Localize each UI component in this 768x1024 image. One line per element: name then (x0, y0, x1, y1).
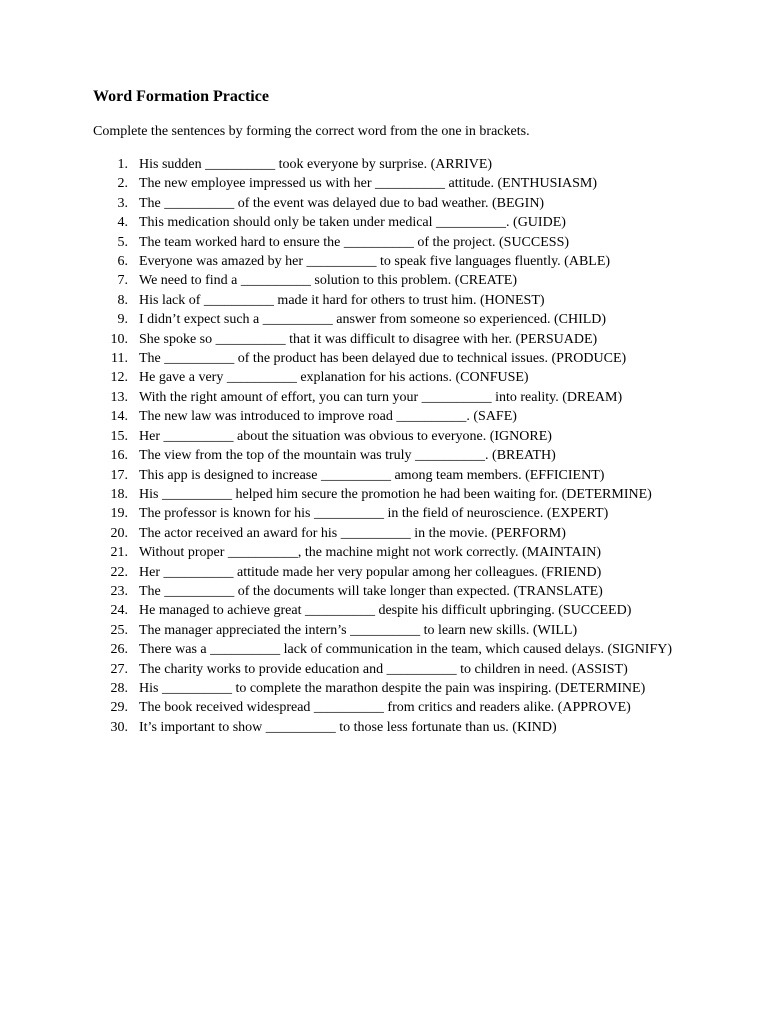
question-text: This medication should only be taken under medical __________. (GUIDE) (139, 215, 566, 231)
question-number: 25. (110, 622, 128, 638)
question-text: Everyone was amazed by her __________ to speak five languages fluently. (ABLE) (139, 254, 611, 270)
question-text: Her __________ about the situation was obvious to everyone. (IGNORE) (139, 428, 552, 444)
question-number: 21. (110, 545, 128, 561)
question-number: 26. (110, 642, 128, 658)
question-text: There was a __________ lack of communication in the team, which caused delays. (SIGNIFY) (139, 642, 673, 658)
question-number: 7. (117, 273, 128, 289)
question-item (0, 485, 768, 504)
question-text: The manager appreciated the intern’s __________ to learn new skills. (WILL) (139, 622, 578, 638)
question-number: 8. (117, 292, 128, 308)
question-item (0, 213, 768, 232)
question-item (0, 601, 768, 620)
question-text: With the right amount of effort, you can turn your __________ into reality. (DREAM) (139, 389, 623, 405)
question-number: 14. (110, 409, 128, 425)
question-number: 23. (110, 583, 128, 599)
question-item (0, 349, 768, 368)
question-number: 30. (110, 719, 128, 735)
question-text: The __________ of the documents will take longer than expected. (TRANSLATE) (139, 583, 603, 599)
question-text: I didn’t expect such a __________ answer from someone so experienced. (CHILD) (139, 312, 607, 328)
question-text: We need to find a __________ solution to this problem. (CREATE) (139, 273, 517, 289)
question-number: 27. (110, 661, 128, 677)
question-text: He gave a very __________ explanation for his actions. (CONFUSE) (139, 370, 529, 386)
question-item (0, 310, 768, 329)
question-number: 5. (117, 234, 128, 250)
question-number: 24. (110, 603, 128, 619)
question-number: 6. (117, 254, 128, 270)
question-item (0, 718, 768, 737)
question-text: His lack of __________ made it hard for others to trust him. (HONEST) (139, 292, 545, 308)
question-number: 3. (117, 195, 128, 211)
question-text: Without proper __________, the machine might not work correctly. (MAINTAIN) (139, 545, 602, 561)
question-item (0, 679, 768, 698)
question-item (0, 291, 768, 310)
question-item (0, 155, 768, 174)
question-number: 19. (110, 506, 128, 522)
question-item (0, 446, 768, 465)
question-list (0, 155, 768, 737)
question-item (0, 427, 768, 446)
question-number: 11. (111, 351, 128, 367)
question-item (0, 563, 768, 582)
question-item (0, 330, 768, 349)
question-item (0, 543, 768, 562)
question-text: The __________ of the product has been delayed due to technical issues. (PRODUCE) (139, 351, 627, 367)
question-number: 22. (110, 564, 128, 580)
question-text: It’s important to show __________ to those less fortunate than us. (KIND) (139, 719, 557, 735)
question-item (0, 640, 768, 659)
question-text: Her __________ attitude made her very popular among her colleagues. (FRIEND) (139, 564, 602, 580)
question-number: 29. (110, 700, 128, 716)
question-number: 18. (110, 486, 128, 502)
question-number: 1. (117, 157, 128, 172)
question-text: The team worked hard to ensure the __________ of the project. (SUCCESS) (139, 234, 570, 250)
question-item (0, 524, 768, 543)
question-number: 20. (110, 525, 128, 541)
instructions-text: Complete the sentences by forming the correct word from the one in brackets. (93, 124, 530, 139)
question-number: 2. (117, 176, 128, 192)
question-text: He managed to achieve great __________ despite his difficult upbringing. (SUCCEED) (139, 603, 632, 619)
question-item (0, 388, 768, 407)
question-number: 13. (110, 389, 128, 405)
question-text: The professor is known for his __________ in the field of neuroscience. (EXPERT) (139, 506, 609, 522)
question-item (0, 407, 768, 426)
question-item (0, 252, 768, 271)
question-item (0, 271, 768, 290)
question-text: The __________ of the event was delayed due to bad weather. (BEGIN) (139, 195, 545, 211)
question-item (0, 233, 768, 252)
question-text: His __________ helped him secure the promotion he had been waiting for. (DETERMINE) (139, 486, 652, 502)
question-text: His sudden __________ took everyone by surprise. (ARRIVE) (139, 157, 493, 172)
page-title: Word Formation Practice (93, 88, 269, 105)
question-text: The view from the top of the mountain was truly __________. (BREATH) (139, 448, 556, 464)
question-number: 15. (110, 428, 128, 444)
question-item (0, 504, 768, 523)
question-item (0, 466, 768, 485)
question-text: The charity works to provide education and __________ to children in need. (ASSIST) (139, 661, 628, 677)
question-number: 10. (110, 331, 128, 347)
question-item (0, 660, 768, 679)
question-text: The book received widespread __________ from critics and readers alike. (APPROVE) (139, 700, 631, 716)
question-item (0, 698, 768, 717)
question-number: 28. (110, 680, 128, 696)
question-text: The new employee impressed us with her __________ attitude. (ENTHUSIASM) (139, 176, 598, 192)
question-number: 12. (110, 370, 128, 386)
question-text: The new law was introduced to improve road __________. (SAFE) (139, 409, 517, 425)
question-number: 17. (110, 467, 128, 483)
question-item (0, 194, 768, 213)
question-number: 4. (117, 215, 128, 231)
question-item (0, 582, 768, 601)
question-text: This app is designed to increase __________ among team members. (EFFICIENT) (139, 467, 605, 483)
question-item (0, 621, 768, 640)
question-item (0, 174, 768, 193)
question-text: The actor received an award for his __________ in the movie. (PERFORM) (139, 525, 566, 541)
question-text: She spoke so __________ that it was difficult to disagree with her. (PERSUADE) (139, 331, 598, 347)
question-number: 9. (117, 312, 128, 328)
question-item (0, 368, 768, 387)
question-number: 16. (110, 448, 128, 464)
question-text: His __________ to complete the marathon despite the pain was inspiring. (DETERMINE) (139, 680, 646, 696)
